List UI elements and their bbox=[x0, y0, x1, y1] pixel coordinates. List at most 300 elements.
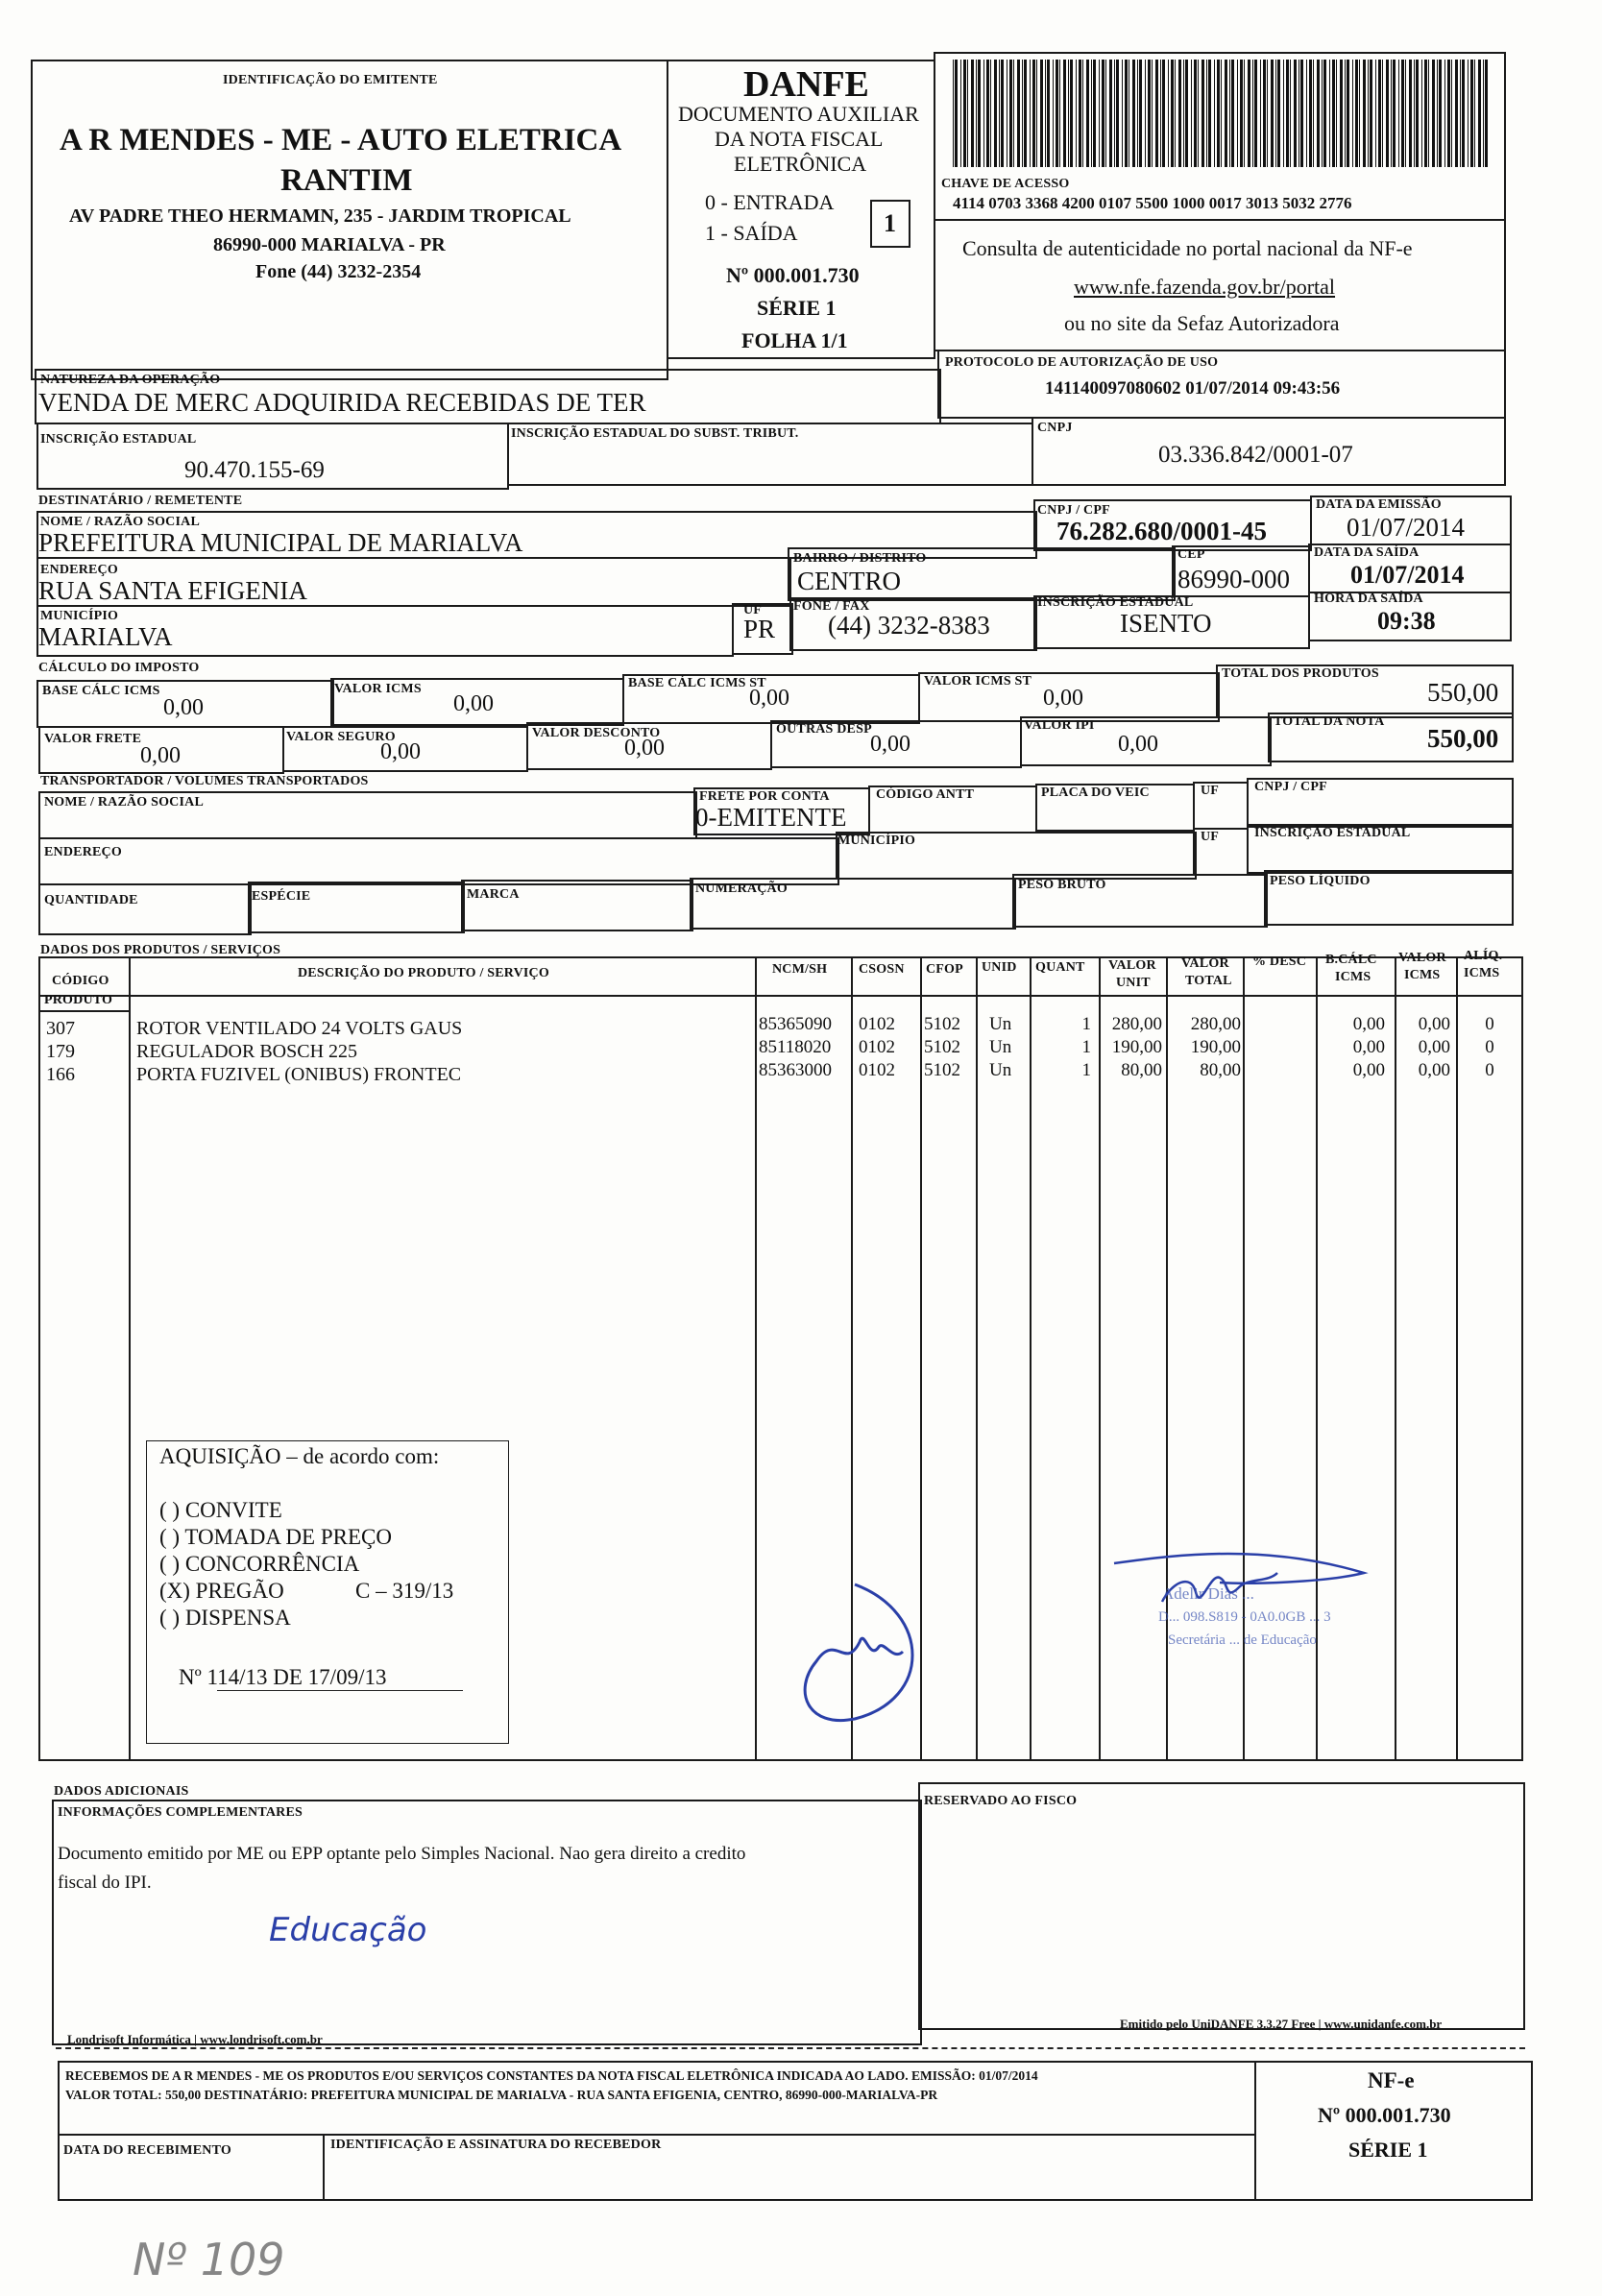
transp-numeracao-label: NUMERAÇÃO bbox=[695, 882, 788, 896]
item-descricao: PORTA FUZIVEL (ONIBUS) FRONTEC bbox=[136, 1064, 462, 1085]
item-descricao: ROTOR VENTILADO 24 VOLTS GAUS bbox=[136, 1018, 463, 1039]
barcode-bar bbox=[1152, 60, 1153, 167]
barcode-bar bbox=[1202, 60, 1204, 167]
barcode-bar bbox=[1317, 60, 1320, 167]
transp-especie-label: ESPÉCIE bbox=[252, 889, 311, 904]
chave-value: 4114 0703 3368 4200 0107 5500 1000 0017 3013 5032 2776 bbox=[953, 194, 1352, 212]
barcode-bar bbox=[1352, 60, 1353, 167]
dest-bairro-label: BAIRRO / DISTRITO bbox=[793, 551, 927, 566]
danfe-numero: Nº 000.001.730 bbox=[726, 263, 860, 287]
aquisicao-convite: ( ) CONVITE bbox=[159, 1498, 282, 1522]
emitente-phone: Fone (44) 3232-2354 bbox=[255, 261, 422, 282]
barcode-bar bbox=[1474, 60, 1475, 167]
dest-municipio-label: MUNICÍPIO bbox=[40, 609, 119, 623]
barcode-bar bbox=[1393, 60, 1396, 167]
dest-saida-label: DATA DA SAÍDA bbox=[1314, 545, 1420, 560]
barcode-bar bbox=[1460, 60, 1461, 167]
barcode-bar bbox=[1414, 60, 1415, 167]
barcode-bar bbox=[1032, 60, 1035, 167]
barcode-bar bbox=[1267, 60, 1268, 167]
barcode-bar bbox=[955, 60, 958, 167]
emitente-cnpj-value: 03.336.842/0001-07 bbox=[1158, 442, 1353, 468]
total-prod-label: TOTAL DOS PRODUTOS bbox=[1222, 666, 1379, 681]
barcode-bar bbox=[1059, 60, 1060, 167]
barcode-bar bbox=[1444, 60, 1445, 167]
col-bcalc-header: B.CÁLC bbox=[1325, 953, 1377, 967]
barcode-bar bbox=[1024, 60, 1027, 167]
col-codigo-header-2: PRODUTO bbox=[44, 993, 113, 1007]
barcode-bar bbox=[1382, 60, 1383, 167]
info-label: INFORMAÇÕES COMPLEMENTARES bbox=[58, 1805, 303, 1820]
barcode-bar bbox=[1386, 60, 1389, 167]
col-quant-header: QUANT bbox=[1035, 960, 1085, 975]
item-codigo: 307 bbox=[46, 1018, 75, 1039]
item-codigo: 166 bbox=[46, 1064, 75, 1085]
valor-st-label: VALOR ICMS ST bbox=[924, 674, 1032, 689]
barcode-bar bbox=[1252, 60, 1253, 167]
barcode-bar bbox=[999, 60, 1000, 167]
canhoto-data-label: DATA DO RECEBIMENTO bbox=[63, 2143, 231, 2158]
transp-qtd-label: QUANTIDADE bbox=[44, 893, 138, 907]
transp-uf2-label: UF bbox=[1201, 830, 1220, 844]
fisco-box bbox=[918, 1782, 1525, 2030]
barcode-bar bbox=[978, 60, 981, 167]
dest-nome-label: NOME / RAZÃO SOCIAL bbox=[40, 515, 200, 529]
barcode-bar bbox=[1225, 60, 1227, 167]
barcode-bar bbox=[1109, 60, 1112, 167]
transp-qtd-box bbox=[38, 883, 252, 935]
transp-uf-label: UF bbox=[1201, 784, 1220, 798]
inscricao-st-label: INSCRIÇÃO ESTADUAL DO SUBST. TRIBUT. bbox=[511, 426, 799, 441]
barcode-bar bbox=[1001, 60, 1004, 167]
barcode-bar bbox=[1191, 60, 1192, 167]
aquisicao-numero: Nº 114/13 DE 17/09/13 bbox=[179, 1665, 387, 1689]
aquisicao-pregao-num: C – 319/13 bbox=[355, 1579, 454, 1603]
barcode-bar bbox=[1271, 60, 1274, 167]
outras-label: OUTRAS DESP bbox=[776, 722, 872, 737]
col-vunit-header: VALOR bbox=[1108, 958, 1156, 973]
barcode-bar bbox=[1125, 60, 1128, 167]
ipi-label: VALOR IPI bbox=[1024, 718, 1095, 733]
col-csosn-header: CSOSN bbox=[859, 962, 905, 977]
base-st-label: BASE CÁLC ICMS ST bbox=[628, 676, 766, 690]
barcode-bar bbox=[1248, 60, 1250, 167]
item-unid: Un bbox=[989, 1037, 1012, 1057]
barcode-bar bbox=[1070, 60, 1073, 167]
barcode-bar bbox=[1286, 60, 1289, 167]
barcode-bar bbox=[1013, 60, 1014, 167]
barcode-bar bbox=[1409, 60, 1412, 167]
item-unid: Un bbox=[989, 1014, 1012, 1034]
barcode-bar bbox=[1122, 60, 1123, 167]
frete: 0,00 bbox=[140, 743, 181, 768]
dest-uf-label: UF bbox=[743, 603, 763, 617]
danfe-title: DANFE bbox=[743, 64, 869, 105]
barcode-bar bbox=[1306, 60, 1307, 167]
dest-cep: 86990-000 bbox=[1177, 565, 1290, 593]
item-csosn: 0102 bbox=[859, 1060, 895, 1080]
emitente-address: AV PADRE THEO HERMAMN, 235 - JARDIM TROPICAL bbox=[69, 205, 571, 227]
dest-uf: PR bbox=[743, 615, 776, 643]
barcode-bar bbox=[1363, 60, 1366, 167]
valor-icms-label: VALOR ICMS bbox=[334, 682, 422, 696]
barcode-bar bbox=[1345, 60, 1346, 167]
barcode-bar bbox=[1375, 60, 1376, 167]
chave-portal-link[interactable]: www.nfe.fazenda.gov.br/portal bbox=[1074, 275, 1336, 299]
barcode-bar bbox=[960, 60, 961, 167]
col-descricao-header: DESCRIÇÃO DO PRODUTO / SERVIÇO bbox=[298, 966, 549, 980]
produtos-section-label: DADOS DOS PRODUTOS / SERVIÇOS bbox=[40, 943, 281, 957]
aquisicao-title: AQUISIÇÃO – de acordo com: bbox=[159, 1444, 440, 1468]
item-unid: Un bbox=[989, 1060, 1012, 1080]
aquisicao-underline bbox=[217, 1690, 463, 1691]
barcode-bar bbox=[1416, 60, 1419, 167]
barcode-bar bbox=[1283, 60, 1284, 167]
col-aliq-header-2: ICMS bbox=[1464, 966, 1500, 980]
transp-frete: 0-EMITENTE bbox=[695, 803, 847, 832]
barcode-bar bbox=[1114, 60, 1115, 167]
emitente-section-label: IDENTIFICAÇÃO DO EMITENTE bbox=[223, 73, 438, 87]
item-vicms: 0,00 bbox=[1418, 1060, 1450, 1080]
barcode-bar bbox=[1462, 60, 1465, 167]
transp-municipio-label: MUNICÍPIO bbox=[837, 834, 916, 848]
barcode-bar bbox=[1047, 60, 1050, 167]
col-bcalc-header-2: ICMS bbox=[1335, 970, 1371, 984]
aquisicao-tomada: ( ) TOMADA DE PREÇO bbox=[159, 1525, 392, 1549]
aquisicao-concorrencia: ( ) CONCORRÊNCIA bbox=[159, 1552, 360, 1576]
item-aliq: 0 bbox=[1485, 1014, 1494, 1034]
barcode-bar bbox=[1040, 60, 1043, 167]
barcode-bar bbox=[1030, 60, 1031, 167]
barcode-bar bbox=[1208, 60, 1211, 167]
canhoto-assinatura-label: IDENTIFICAÇÃO E ASSINATURA DO RECEBEDOR bbox=[330, 2138, 662, 2152]
barcode-bar bbox=[1294, 60, 1297, 167]
barcode-bar bbox=[1056, 60, 1058, 167]
aquisicao-dispensa: ( ) DISPENSA bbox=[159, 1606, 291, 1630]
danfe-sub1: DOCUMENTO AUXILIAR bbox=[678, 102, 919, 126]
barcode-bar bbox=[1155, 60, 1158, 167]
column-line bbox=[976, 956, 978, 1761]
transp-endereco-label: ENDEREÇO bbox=[44, 845, 122, 859]
canhoto-nfe: NF-e bbox=[1368, 2068, 1415, 2092]
item-ncm: 85365090 bbox=[759, 1014, 832, 1034]
barcode-bar bbox=[1175, 60, 1176, 167]
item-quant: 1 bbox=[1081, 1060, 1091, 1080]
barcode-bar bbox=[990, 60, 991, 167]
barcode-bar bbox=[1183, 60, 1184, 167]
barcode-bar bbox=[1391, 60, 1392, 167]
emitente-name-line2: RANTIM bbox=[280, 163, 413, 198]
col-codigo-header: CÓDIGO bbox=[52, 974, 109, 988]
canhoto-serie: SÉRIE 1 bbox=[1348, 2138, 1428, 2162]
imposto-section-label: CÁLCULO DO IMPOSTO bbox=[38, 661, 200, 675]
stamp-line1: Adelir Dias ... bbox=[1162, 1584, 1254, 1603]
dest-cnpj-label: CNPJ / CPF bbox=[1037, 503, 1110, 518]
dest-endereco: RUA SANTA EFIGENIA bbox=[38, 576, 307, 605]
barcode-bar bbox=[1401, 60, 1404, 167]
barcode-bar bbox=[1221, 60, 1222, 167]
barcode-bar bbox=[1076, 60, 1077, 167]
barcode-bar bbox=[1368, 60, 1369, 167]
barcode-bar bbox=[953, 60, 954, 167]
total-prod: 550,00 bbox=[1427, 678, 1499, 707]
base-icms-label: BASE CÁLC ICMS bbox=[42, 684, 160, 698]
transportador-section-label: TRANSPORTADOR / VOLUMES TRANSPORTADOS bbox=[40, 774, 369, 788]
barcode-bar bbox=[1322, 60, 1323, 167]
barcode-bar bbox=[1229, 60, 1230, 167]
barcode-bar bbox=[1022, 60, 1023, 167]
dest-bairro: CENTRO bbox=[797, 567, 901, 595]
item-bcalc: 0,00 bbox=[1352, 1037, 1385, 1057]
barcode-bar bbox=[1378, 60, 1381, 167]
barcode-bar bbox=[1178, 60, 1181, 167]
barcode-bar bbox=[1275, 60, 1276, 167]
barcode-bar bbox=[1277, 60, 1280, 167]
barcode-bar bbox=[1086, 60, 1089, 167]
barcode-bar bbox=[1398, 60, 1399, 167]
barcode-bar bbox=[1300, 60, 1303, 167]
barcode-bar bbox=[1260, 60, 1261, 167]
barcode-bar bbox=[1148, 60, 1151, 167]
column-line bbox=[755, 956, 757, 1761]
base-st: 0,00 bbox=[749, 686, 789, 711]
column-line bbox=[1030, 956, 1032, 1761]
stamp-line2: D... 098.S819 - 0A0.0GB ... 3 bbox=[1158, 1609, 1331, 1625]
item-vunit: 190,00 bbox=[1111, 1037, 1162, 1057]
barcode-bar bbox=[1370, 60, 1372, 167]
footer-right: Emitido pelo UniDANFE 3.3.27 Free | www.unidanfe.com.br bbox=[1120, 2017, 1443, 2031]
barcode-bar bbox=[1168, 60, 1169, 167]
fisco-label: RESERVADO AO FISCO bbox=[924, 1794, 1078, 1808]
barcode-bar bbox=[1237, 60, 1238, 167]
col-vunit-header-2: UNIT bbox=[1116, 976, 1151, 990]
barcode-bar bbox=[1470, 60, 1473, 167]
item-quant: 1 bbox=[1081, 1037, 1091, 1057]
dest-cnpj: 76.282.680/0001-45 bbox=[1056, 517, 1267, 545]
total-nota-label: TOTAL DA NOTA bbox=[1274, 714, 1385, 729]
item-vtotal: 280,00 bbox=[1190, 1014, 1241, 1034]
barcode-bar bbox=[1437, 60, 1438, 167]
adicionais-section-label: DADOS ADICIONAIS bbox=[54, 1784, 189, 1799]
barcode-bar bbox=[1478, 60, 1481, 167]
transp-placa-label: PLACA DO VEIC bbox=[1041, 785, 1150, 800]
barcode-bar bbox=[1432, 60, 1435, 167]
transp-frete-label: FRETE POR CONTA bbox=[699, 789, 830, 804]
ipi: 0,00 bbox=[1118, 732, 1158, 757]
barcode-bar bbox=[1428, 60, 1429, 167]
danfe-folha: FOLHA 1/1 bbox=[741, 328, 848, 352]
column-line bbox=[129, 956, 131, 1761]
dest-endereco-label: ENDEREÇO bbox=[40, 563, 118, 577]
danfe-saida: 1 - SAÍDA bbox=[705, 221, 798, 245]
barcode-bar bbox=[1145, 60, 1146, 167]
barcode-bar bbox=[1132, 60, 1135, 167]
barcode-bar bbox=[1483, 60, 1484, 167]
barcode bbox=[949, 60, 1493, 173]
dest-cep-label: CEP bbox=[1177, 547, 1205, 562]
dest-fone-label: FONE / FAX bbox=[793, 599, 870, 614]
info-handwritten: Educação bbox=[269, 1911, 427, 1949]
barcode-bar bbox=[1309, 60, 1312, 167]
barcode-bar bbox=[1102, 60, 1104, 167]
produtos-header-divider bbox=[38, 995, 1523, 997]
barcode-bar bbox=[1017, 60, 1020, 167]
barcode-bar bbox=[1455, 60, 1458, 167]
canhoto-separator bbox=[56, 2047, 1525, 2049]
item-descricao: REGULADOR BOSCH 225 bbox=[136, 1041, 358, 1062]
barcode-bar bbox=[1139, 60, 1142, 167]
dest-emissao: 01/07/2014 bbox=[1347, 513, 1466, 542]
info-line1: Documento emitido por ME ou EPP optante pelo Simples Nacional. Nao gera direito a credito bbox=[58, 1844, 746, 1864]
total-nota: 550,00 bbox=[1427, 724, 1499, 753]
barcode-bar bbox=[971, 60, 974, 167]
col-aliq-header: ALÍQ. bbox=[1464, 949, 1503, 963]
item-vicms: 0,00 bbox=[1418, 1037, 1450, 1057]
barcode-bar bbox=[986, 60, 989, 167]
item-bcalc: 0,00 bbox=[1352, 1060, 1385, 1080]
footer-left: Londrisoft Informática | www.londrisoft.com.br bbox=[67, 2032, 323, 2046]
item-cfop: 5102 bbox=[924, 1060, 960, 1080]
barcode-bar bbox=[983, 60, 984, 167]
chave-divider bbox=[934, 219, 1506, 221]
protocolo-label: PROTOCOLO DE AUTORIZAÇÃO DE USO bbox=[945, 355, 1219, 370]
barcode-bar bbox=[994, 60, 997, 167]
canhoto-line2: VALOR TOTAL: 550,00 DESTINATÁRIO: PREFEITURA MUNICIPAL DE MARIALVA - RUA SANTA EFIGENIA, CENTRO, 86990-000-MARIALVA-PR bbox=[65, 2088, 938, 2102]
dest-hora-label: HORA DA SAÍDA bbox=[1314, 592, 1423, 606]
barcode-bar bbox=[1105, 60, 1106, 167]
dest-ie: ISENTO bbox=[1120, 609, 1212, 638]
danfe-entrada: 0 - ENTRADA bbox=[705, 190, 835, 214]
dest-saida: 01/07/2014 bbox=[1350, 561, 1465, 589]
col-ncm-header: NCM/SH bbox=[772, 962, 828, 977]
barcode-bar bbox=[1079, 60, 1081, 167]
dest-fone: (44) 3232-8383 bbox=[828, 611, 990, 640]
bottom-handwritten-note: Nº 109 bbox=[133, 2234, 285, 2285]
barcode-bar bbox=[1263, 60, 1266, 167]
barcode-bar bbox=[1231, 60, 1234, 167]
emitente-cnpj-label: CNPJ bbox=[1037, 421, 1073, 435]
dest-emissao-label: DATA DA EMISSÃO bbox=[1316, 497, 1442, 512]
barcode-bar bbox=[1439, 60, 1442, 167]
item-codigo: 179 bbox=[46, 1041, 75, 1062]
barcode-bar bbox=[967, 60, 968, 167]
emitente-city: 86990-000 MARIALVA - PR bbox=[213, 234, 446, 255]
barcode-bar bbox=[1332, 60, 1335, 167]
transp-ie-label: INSCRIÇÃO ESTADUAL bbox=[1254, 826, 1411, 840]
barcode-bar bbox=[1217, 60, 1220, 167]
stamp-line3: Secretária ... de Educação bbox=[1168, 1632, 1317, 1648]
outras: 0,00 bbox=[870, 732, 910, 757]
barcode-bar bbox=[1329, 60, 1330, 167]
item-cfop: 5102 bbox=[924, 1014, 960, 1034]
barcode-bar bbox=[1099, 60, 1100, 167]
barcode-bar bbox=[1421, 60, 1422, 167]
transp-nome-label: NOME / RAZÃO SOCIAL bbox=[44, 795, 204, 810]
danfe-sub3: ELETRÔNICA bbox=[734, 152, 867, 176]
barcode-bar bbox=[1240, 60, 1243, 167]
item-vicms: 0,00 bbox=[1418, 1014, 1450, 1034]
barcode-bar bbox=[1093, 60, 1096, 167]
barcode-bar bbox=[1009, 60, 1012, 167]
col-vicms-header: VALOR bbox=[1398, 951, 1446, 965]
barcode-bar bbox=[1198, 60, 1199, 167]
barcode-bar bbox=[976, 60, 977, 167]
aquisicao-pregao: (X) PREGÃO bbox=[159, 1579, 284, 1603]
barcode-bar bbox=[1451, 60, 1452, 167]
dest-nome: PREFEITURA MUNICIPAL DE MARIALVA bbox=[38, 528, 523, 557]
barcode-bar bbox=[1405, 60, 1406, 167]
barcode-bar bbox=[1162, 60, 1165, 167]
danfe-tipo: 1 bbox=[884, 209, 896, 237]
barcode-bar bbox=[1336, 60, 1337, 167]
barcode-bar bbox=[1063, 60, 1066, 167]
chave-sefaz: ou no site da Sefaz Autorizadora bbox=[1064, 311, 1340, 335]
barcode-bar bbox=[1194, 60, 1197, 167]
col-vtotal-header: VALOR bbox=[1181, 956, 1229, 971]
canhoto-numero: Nº 000.001.730 bbox=[1318, 2103, 1451, 2127]
chave-consulta: Consulta de autenticidade no portal nacional da NF-e bbox=[962, 236, 1413, 260]
item-vunit: 80,00 bbox=[1121, 1060, 1162, 1080]
barcode-bar bbox=[1036, 60, 1037, 167]
info-line2: fiscal do IPI. bbox=[58, 1873, 152, 1893]
barcode-bar bbox=[1053, 60, 1054, 167]
transp-antt-label: CÓDIGO ANTT bbox=[876, 787, 975, 802]
barcode-bar bbox=[1424, 60, 1427, 167]
desconto: 0,00 bbox=[624, 736, 665, 761]
barcode-bar bbox=[1347, 60, 1349, 167]
col-unid-header: UNID bbox=[982, 960, 1017, 975]
barcode-bar bbox=[1323, 60, 1326, 167]
item-aliq: 0 bbox=[1485, 1060, 1494, 1080]
barcode-bar bbox=[1340, 60, 1343, 167]
item-aliq: 0 bbox=[1485, 1037, 1494, 1057]
transp-peso-bruto-label: PESO BRUTO bbox=[1018, 878, 1106, 892]
dest-municipio: MARIALVA bbox=[38, 622, 173, 651]
info-box bbox=[52, 1800, 922, 2045]
dest-ie-label: INSCRIÇÃO ESTADUAL bbox=[1037, 595, 1194, 610]
barcode-bar bbox=[1091, 60, 1092, 167]
danfe-sub2: DA NOTA FISCAL bbox=[715, 127, 884, 151]
barcode-bar bbox=[1137, 60, 1138, 167]
inscricao-value: 90.470.155-69 bbox=[184, 457, 325, 483]
barcode-bar bbox=[1160, 60, 1161, 167]
produtos-code-divider bbox=[38, 1010, 129, 1012]
col-vtotal-header-2: TOTAL bbox=[1185, 974, 1232, 988]
barcode-bar bbox=[1116, 60, 1119, 167]
barcode-bar bbox=[1171, 60, 1174, 167]
barcode-bar bbox=[963, 60, 966, 167]
col-vicms-header-2: ICMS bbox=[1404, 968, 1441, 982]
barcode-bar bbox=[1485, 60, 1488, 167]
barcode-bar bbox=[1447, 60, 1450, 167]
transp-peso-liquido-label: PESO LÍQUIDO bbox=[1270, 874, 1371, 888]
item-vunit: 280,00 bbox=[1111, 1014, 1162, 1034]
item-ncm: 85363000 bbox=[759, 1060, 832, 1080]
natureza-value: VENDA DE MERC ADQUIRIDA RECEBIDAS DE TER bbox=[38, 388, 646, 417]
barcode-bar bbox=[1214, 60, 1215, 167]
canhoto-vdivider bbox=[323, 2134, 325, 2201]
valor-st: 0,00 bbox=[1043, 686, 1083, 711]
item-cfop: 5102 bbox=[924, 1037, 960, 1057]
seguro: 0,00 bbox=[380, 739, 421, 764]
valor-icms: 0,00 bbox=[453, 691, 494, 716]
item-csosn: 0102 bbox=[859, 1014, 895, 1034]
item-ncm: 85118020 bbox=[759, 1037, 832, 1057]
barcode-bar bbox=[1254, 60, 1257, 167]
seguro-label: VALOR SEGURO bbox=[286, 730, 396, 744]
transp-marca-label: MARCA bbox=[467, 887, 520, 902]
barcode-bar bbox=[1244, 60, 1245, 167]
